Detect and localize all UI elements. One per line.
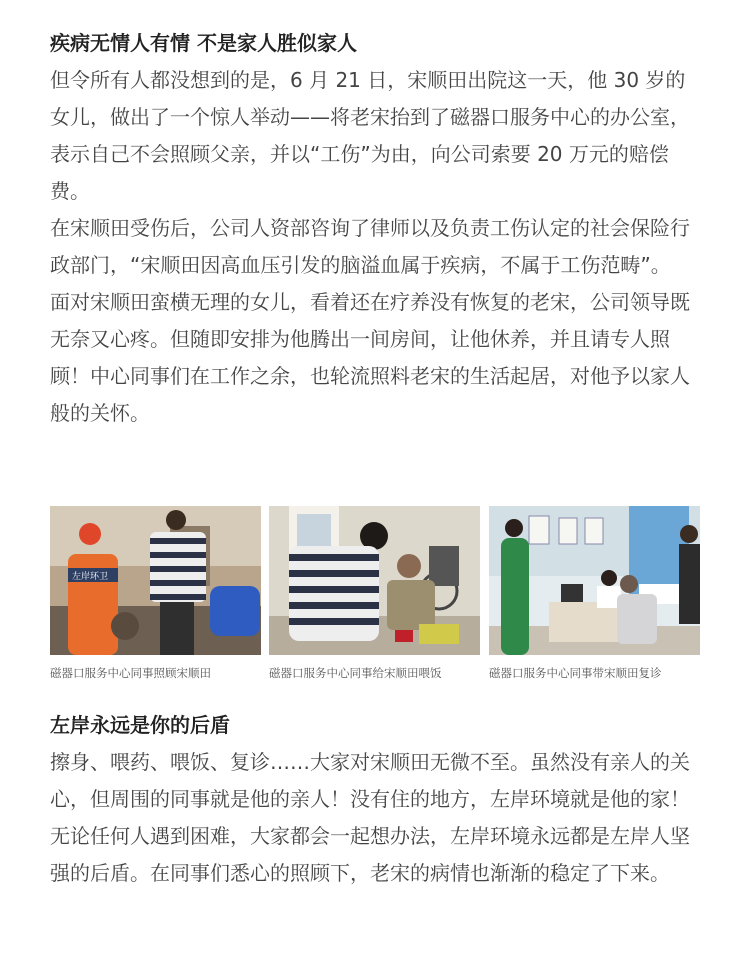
section-heading-support: 左岸永远是你的后盾	[50, 713, 230, 737]
section-body-support	[50, 744, 702, 892]
section-body-family-care	[50, 62, 702, 432]
paragraph: 擦身、喂药、喂饭、复诊……大家对宋顺田无微不至。虽然没有亲人的关心，但周围的同事就是他的亲人！没有住的地方，左岸环境就是他的家！无论任何人遇到困难，大家都会一起想办法，左岸环境永远都是左岸人坚强的后盾。在同事们悉心的照顾下，老宋的病情也渐渐的稳定了下来。	[50, 750, 690, 885]
paragraph: 面对宋顺田蛮横无理的女儿，看着还在疗养没有恢复的老宋，公司领导既无奈又心疼。但随即安排为他腾出一间房间，让他休养，并且请专人照顾！中心同事们在工作之余，也轮流照料老宋的生活起居，对他予以家人般的关怀。	[50, 290, 690, 425]
photo-care-at-center	[50, 506, 261, 655]
paragraph: 在宋顺田受伤后，公司人资部咨询了律师以及负责工伤认定的社会保险行政部门，“宋顺田因高血压引发的脑溢血属于疾病，不属于工伤范畴”。	[50, 216, 690, 277]
vest-logo-text: 左岸环卫	[72, 572, 109, 582]
photo-caption: 磁器口服务中心同事带宋顺田复诊	[489, 666, 662, 680]
paragraph: 但令所有人都没想到的是，6 月 21 日，宋顺田出院这一天，他 30 岁的女儿，做出了一个惊人举动——将老宋抬到了磁器口服务中心的办公室，表示自己不会照顾父亲，并以“工伤”为由，向公司索要 20 万元的赔偿费。	[50, 68, 690, 203]
photo-caption: 磁器口服务中心同事照顾宋顺田	[50, 666, 211, 680]
photo-feeding	[269, 506, 480, 655]
photo-caption: 磁器口服务中心同事给宋顺田喂饭	[269, 666, 442, 680]
photo-hospital-visit	[489, 506, 700, 655]
section-heading-family-care: 疾病无情人有情 不是家人胜似家人	[50, 31, 357, 55]
